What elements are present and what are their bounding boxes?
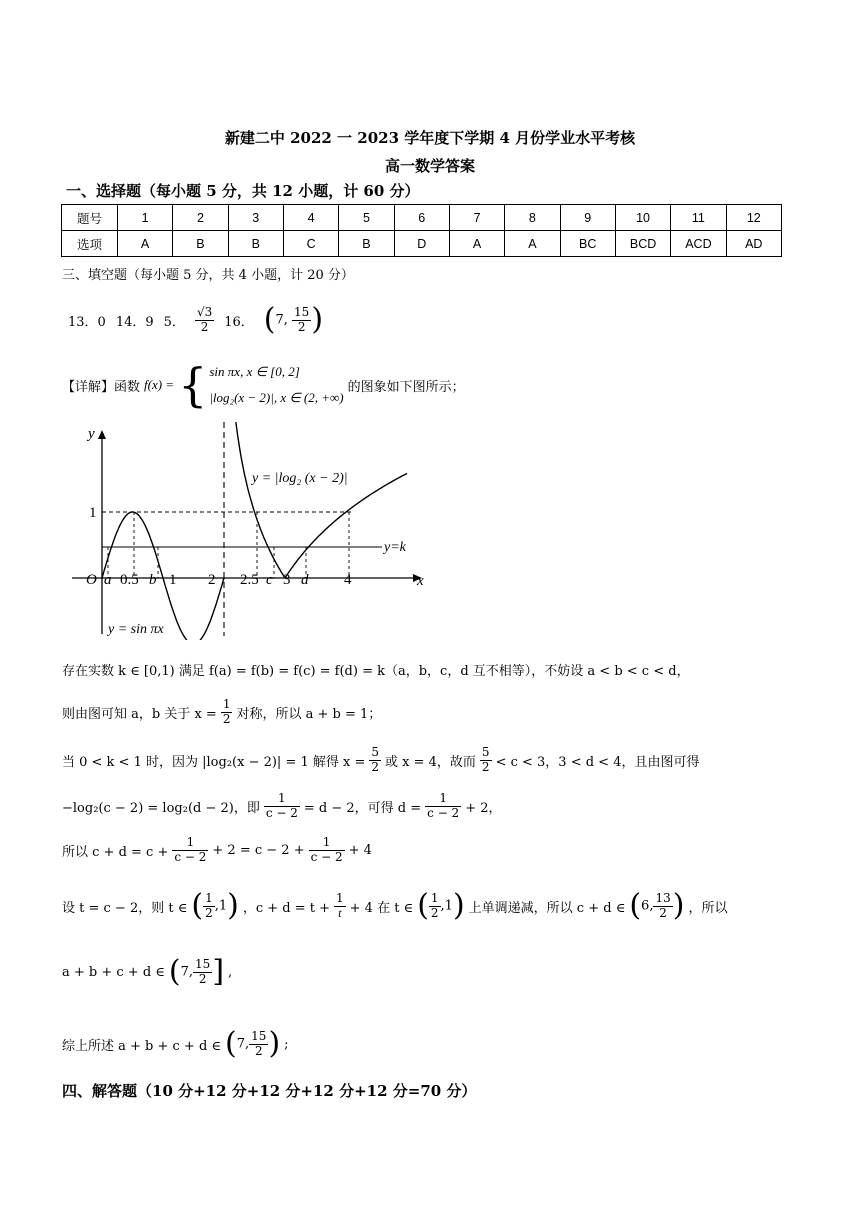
x-tick-d: d [301, 572, 309, 588]
x-tick-1: 1 [169, 572, 177, 588]
x-tick-a: a [104, 572, 112, 588]
table-cell: 4 [283, 205, 338, 231]
fraction-1-over-t: $\frac{1}{t}$ [336, 891, 344, 920]
detail-label: 【详解】函数 [62, 379, 141, 395]
x-axis-label: x [417, 573, 424, 589]
answer-16-interval: (7, $\frac{15}{2}$ ) [263, 302, 324, 337]
solution-line-3: 当 0 < k < 1 时，因为 |log₂(x − 2)| = 1 解得 x = $\frac{5}{2}$ 或 x = 4，故而 $\frac{5}{2}$ < c < 3，3 < d < 4，且由图可得 [62, 745, 700, 774]
table-cell: 3 [228, 205, 283, 231]
table-cell: 7 [449, 205, 504, 231]
brace-icon: { [178, 358, 208, 412]
table-cell: B [228, 231, 283, 257]
row-label-q: 题号 [62, 205, 118, 231]
fraction-1-over-c-2: $\frac{1}{c - 2}$ [427, 791, 460, 820]
table-row-answers [62, 231, 782, 257]
fraction-five-halves: $\frac{5}{2}$ [371, 745, 380, 774]
interval-6-13-2: (6, $\frac{13}{2}$ ) [629, 888, 685, 923]
function-name: f(x) = [144, 377, 175, 392]
solution-line-4: −log₂(c − 2) = log₂(d − 2)，即 $\frac{1}{c - 2}$ = d − 2，可得 d = $\frac{1}{c - 2}$ + 2， [62, 791, 502, 820]
table-cell: 11 [671, 205, 726, 231]
table-cell: 12 [726, 205, 781, 231]
y-axis-label: y [88, 426, 95, 442]
y-arrow-icon [98, 430, 106, 439]
fraction-1-over-c-2: $\frac{1}{c - 2}$ [265, 791, 298, 820]
fraction-1-over-c-2: $\frac{1}{c - 2}$ [174, 835, 207, 864]
table-cell: B [173, 231, 228, 257]
section4-heading: 四、解答题（10 分+12 分+12 分+12 分+12 分=70 分） [62, 1082, 477, 1100]
table-cell: C [283, 231, 338, 257]
detail-suffix: 的图象如下图所示； [347, 379, 465, 395]
table-cell: 5 [339, 205, 394, 231]
detail-definition [62, 354, 465, 416]
fraction-five-halves: $\frac{5}{2}$ [481, 745, 490, 774]
solution-line-7: a + b + c + d ∈ (7, $\frac{15}{2}$ ] , [62, 954, 233, 989]
table-cell: B [339, 231, 394, 257]
table-cell: 9 [560, 205, 615, 231]
table-cell: 1 [117, 205, 172, 231]
table-cell: BC [560, 231, 615, 257]
x-tick-c: c [266, 572, 273, 588]
solution-line-5: 所以 c + d = c + $\frac{1}{c - 2}$ + 2 = c − 2 + $\frac{1}{c - 2}$ + 4 [62, 835, 372, 864]
function-graph [62, 422, 432, 640]
origin-label: O [86, 572, 97, 588]
table-cell: A [505, 231, 560, 257]
interval-half-one: ( $\frac{1}{2}$ ,1) [191, 888, 239, 923]
section3-heading: 三、填空题（每小题 5 分，共 4 小题，计 20 分） [62, 268, 354, 283]
solution-line-6: 设 t = c − 2，则 t ∈ ( $\frac{1}{2}$ ,1) ，c + d = t + $\frac{1}{t}$ + 4 在 t ∈ ( $\frac{1}{2}$ ,1) 上单调递减，所以 c + d ∈ (6, $\frac{13}{2}$ ) ，所以 [62, 888, 728, 923]
interval-half-one: ( $\frac{1}{2}$ ,1) [417, 888, 465, 923]
answer-14: 14．9 [115, 314, 154, 330]
fill-in-answers [68, 298, 323, 342]
table-cell: D [394, 231, 449, 257]
interval-7-15-2: (7, $\frac{15}{2}$ ] [168, 954, 225, 989]
x-tick-2: 2 [208, 572, 216, 588]
log-curve-label: y = |log₂ (x − 2)| [252, 471, 348, 486]
x-tick-05: 0.5 [120, 572, 139, 588]
x-tick-25: 2.5 [240, 572, 259, 588]
table-row-questions [62, 205, 782, 231]
interval-7-15-2: (7, $\frac{15}{2}$ ) [225, 1026, 281, 1061]
table-cell: 6 [394, 205, 449, 231]
answer-table [61, 204, 782, 257]
table-cell: ACD [671, 231, 726, 257]
answer-13: 13．0 [68, 314, 106, 330]
page-subtitle: 高一数学答案 [384, 157, 475, 175]
table-cell: AD [726, 231, 781, 257]
solution-line-8: 综上所述 a + b + c + d ∈ (7, $\frac{15}{2}$ ) ; [62, 1026, 289, 1061]
solution-line-1: 存在实数 k ∈ [0,1) 满足 f(a) = f(b) = f(c) = f(d) = k（a，b，c，d 互不相等），不妨设 a < b < c < d， [62, 663, 690, 679]
piecewise-cases [209, 364, 343, 406]
y-tick-1: 1 [89, 505, 97, 521]
solution-line-2: 则由图可知 a，b 关于 x = $\frac{1}{2}$ 对称，所以 a + b = 1； [62, 697, 382, 726]
table-cell: BCD [615, 231, 670, 257]
answer-15-fraction: $\frac{√3}{2}$ [196, 305, 213, 334]
sin-curve-label: y = sin πx [108, 622, 164, 637]
table-cell: 2 [173, 205, 228, 231]
case-log: |log₂(x − 2)|, x ∈ (2, +∞) [209, 390, 344, 405]
case-sin: sin πx, x ∈ [0, 2] [209, 364, 300, 379]
table-cell: A [117, 231, 172, 257]
log-curve [225, 422, 407, 577]
section1-heading: 一、选择题（每小题 5 分，共 12 小题，计 60 分） [66, 182, 420, 200]
answer-15-label: 5． [163, 314, 185, 330]
k-line-label: y=k [384, 540, 406, 555]
fraction-1-over-c-2: $\frac{1}{c - 2}$ [310, 835, 343, 864]
table-cell: 8 [505, 205, 560, 231]
answer-16-label: 16． [224, 314, 254, 330]
table-cell: A [449, 231, 504, 257]
page-title: 新建二中 2022 一 2023 学年度下学期 4 月份学业水平考核 [224, 129, 636, 147]
x-tick-4: 4 [344, 572, 352, 588]
fraction-half: $\frac{1}{2}$ [222, 697, 231, 726]
x-tick-3: 3 [283, 572, 291, 588]
table-cell: 10 [615, 205, 670, 231]
row-label-a: 选项 [62, 231, 118, 257]
x-tick-b: b [149, 572, 157, 588]
